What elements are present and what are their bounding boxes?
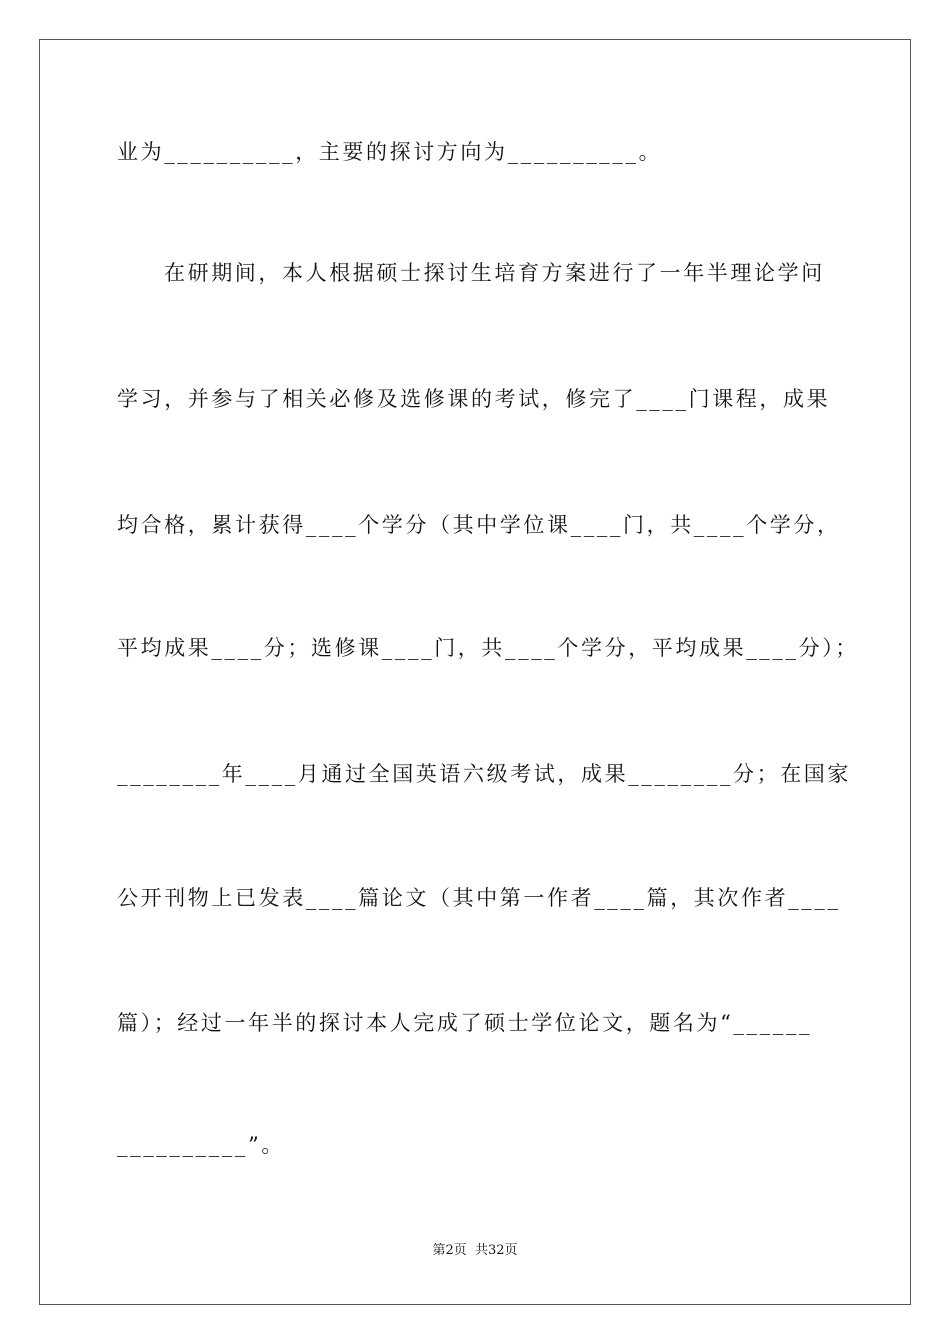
text-line-1: 业为__________，主要的探讨方向为__________。 [117, 140, 663, 164]
page-border [39, 39, 911, 1305]
text-line-5: 平均成果____分；选修课____门，共____个学分，平均成果____分）； [117, 636, 859, 660]
text-line-9: __________”。 [117, 1133, 285, 1157]
text-line-3: 学习，并参与了相关必修及选修课的考试，修完了____门课程，成果 [117, 387, 831, 411]
text-line-6: ________年____月通过全国英语六级考试，成果________分；在国家 [117, 762, 851, 786]
text-line-7: 公开刊物上已发表____篇论文（其中第一作者____篇，其次作者____ [117, 886, 841, 910]
page-number-footer: 第2页 共32页 [432, 1243, 518, 1258]
paragraph-start-line: 在研期间，本人根据硕士探讨生培育方案进行了一年半理论学问 [164, 261, 825, 285]
text-line-4: 均合格，累计获得____个学分（其中学位课____门，共____个学分， [117, 513, 841, 537]
text-line-8: 篇）；经过一年半的探讨本人完成了硕士学位论文，题名为“______ [117, 1011, 813, 1035]
